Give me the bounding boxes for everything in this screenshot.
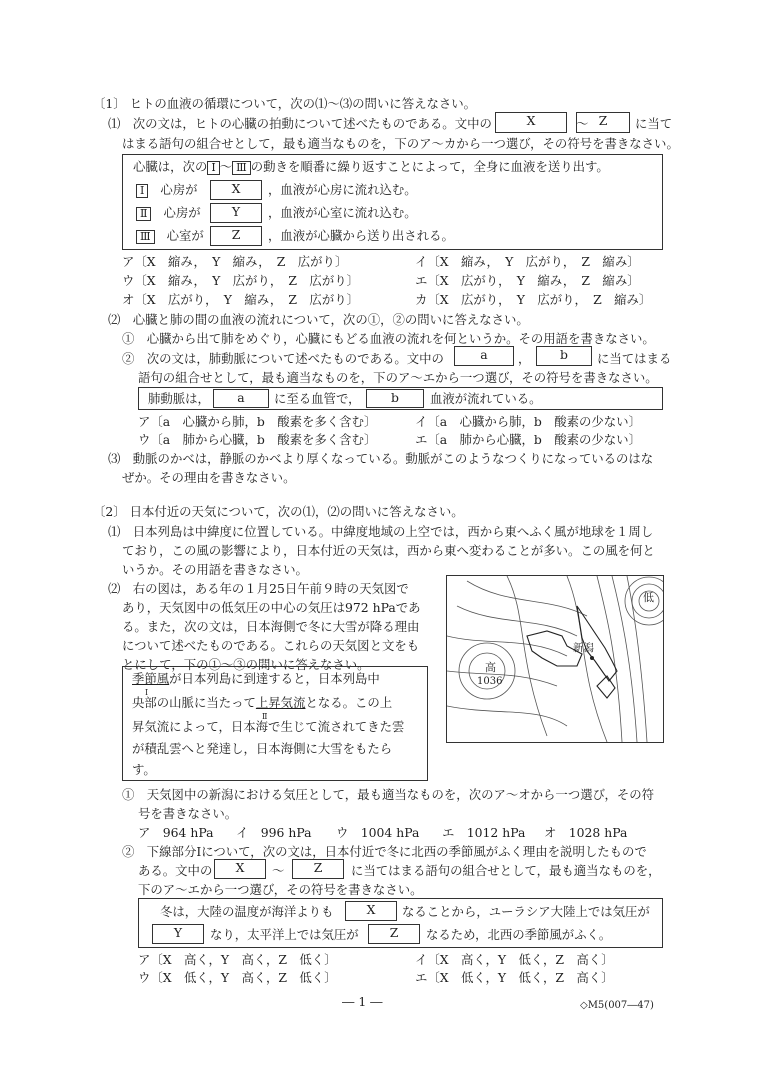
q1-p2-intro: ⑵ 心臓と肺の間の血液の流れについて，次の①，②の問いに答えなさい。 <box>108 312 529 327</box>
q2-p2-line: について述べたものである。これらの天気図と文をも <box>122 638 420 653</box>
option: エ〔a 肺から心臓，b 酸素の少ない〕 <box>415 432 641 447</box>
q2-p2-line: とにして，下の①〜③の問いに答えなさい。 <box>122 657 370 672</box>
box-intro-text-b: の動きを順番に繰り返すことによって，全身に血液を送り出す。 <box>250 159 609 174</box>
monsoon-l5: す。 <box>132 762 156 777</box>
q2-p1-line1: ⑴ 日本列島は中緯度に位置している。中緯度地域の上空では，西から東へふく風が地球を１周し <box>108 524 654 539</box>
row-num: Ⅰ <box>136 184 148 198</box>
mark-i: Ⅰ <box>145 688 149 697</box>
q2-sub2-line2-a: ある。文中の <box>138 863 213 878</box>
option: ウ〔X 低く，Y 高く，Z 低く〕 <box>138 970 337 985</box>
q2-sub1-line1: ① 天気図中の新潟における気圧として，最も適当なものを，次のア〜オから一つ選び，その符 <box>122 787 655 802</box>
row-num: Ⅲ <box>136 230 155 244</box>
heart-row-2 <box>136 206 201 221</box>
option: ア〔X 縮み， Y 縮み， Z 広がり〕 <box>122 254 348 269</box>
option: エ〔X 広がり， Y 縮み， Z 縮み〕 <box>415 273 640 288</box>
option: エ 1012 hPa <box>442 825 526 840</box>
option: カ〔X 広がり， Y 広がり， Z 縮み〕 <box>415 292 652 307</box>
box-intro-text: 心臓は，次の <box>133 159 208 174</box>
option: イ〔X 高く，Y 低く，Z 高く〕 <box>415 952 614 967</box>
q1-p1-line1 <box>108 117 492 131</box>
q1-p3-line1: ⑶ 動脈のかべは，静脈のかべより厚くなっている。動脈がこのようなつくりになっているのはな <box>108 451 654 466</box>
row-subject: 心房が <box>163 205 201 220</box>
roman-3: Ⅲ <box>232 161 251 175</box>
blank-z2: Z <box>292 859 344 879</box>
blank-b: b <box>536 346 592 366</box>
q2-sub2-line3: 下のア〜エから一つ選び，その符号を書きなさい。 <box>138 882 423 897</box>
underline-ii: 上昇気流 <box>255 695 306 710</box>
roman-1: Ⅰ <box>207 161 219 175</box>
underline-i: 季節風 <box>132 671 170 686</box>
weather-map-svg <box>447 576 663 742</box>
q2-p1-line2: ており，この風の影響により，日本付近の天気は，西から東へ変わることが多い。この風を何と <box>122 543 655 558</box>
q2-p2-line: ⑵ 右の図は，ある年の１月25日午前９時の天気図で <box>108 581 409 596</box>
pressure-blank-y: Y <box>152 924 204 944</box>
option: ア 964 hPa <box>138 825 214 840</box>
blank-x: X <box>495 112 567 133</box>
pressure-blank-z: Z <box>368 924 420 944</box>
q1-p3-line2: ぜか。その理由を書きなさい。 <box>122 470 296 485</box>
q1-p2-sub2-end: に当てはまる <box>597 351 672 366</box>
box-text-b: に至る血管で， <box>274 391 361 406</box>
monsoon-l3: 昇気流によって，日本海で生じて流されてきた雲 <box>132 719 405 734</box>
q2-p2-line: る。また，次の文は，日本海側で冬に大雪が降る理由 <box>122 619 420 634</box>
q2-sub2-line1: ② 下線部分Ⅰについて，次の文は，日本付近で冬に北西の季節風がふく理由を説明したもので <box>122 844 647 859</box>
option: ウ〔X 縮み， Y 広がり， Z 広がり〕 <box>122 273 359 288</box>
row-subject: 心房が <box>160 182 198 197</box>
map-high-label: 高 <box>485 661 496 674</box>
option: オ 1028 hPa <box>544 825 628 840</box>
option: イ 996 hPa <box>236 825 312 840</box>
page-number: ― 1 ― <box>342 994 383 1009</box>
exam-code: ◇M5(007―47) <box>580 1000 654 1011</box>
q1-p2-sub2-line2: 語句の組合せとして，最も適当なものを，下のア〜エから一つ選び，その符号を書きなさい。 <box>138 370 658 385</box>
tilde: 〜 <box>576 116 589 131</box>
map-high-value: 1036 <box>477 676 503 687</box>
pressure-blank-x: X <box>345 901 397 921</box>
monsoon-l4: が積乱雲へと発達し，日本海側に大雪をもたら <box>132 741 393 756</box>
option: ア〔a 心臓から肺，b 酸素を多く含む〕 <box>138 414 377 429</box>
q2-heading: 〔2〕 日本付近の天気について，次の⑴，⑵の問いに答えなさい。 <box>93 504 464 519</box>
blank-a: a <box>454 346 514 366</box>
box-text-c: 血液が流れている。 <box>430 391 542 406</box>
row1-rest: ，血液が心房に流れ込む。 <box>268 182 417 197</box>
map-low-label: 低 <box>643 591 654 604</box>
row2-blank: Y <box>210 203 262 223</box>
option: イ〔X 縮み， Y 広がり， Z 縮み〕 <box>415 254 640 269</box>
q2-p1-line3: いうか。その用語を書きなさい。 <box>122 562 308 577</box>
monsoon-l1 <box>132 672 380 686</box>
monsoon-l2 <box>132 696 392 710</box>
pressure-box-b: なることから，ユーラシア大陸上では気圧が <box>402 904 650 919</box>
row-num: Ⅱ <box>136 207 151 221</box>
q2-sub1-line2: 号を書きなさい。 <box>138 806 238 821</box>
weather-map <box>446 575 664 743</box>
tilde2: 〜 <box>272 863 285 878</box>
option: ウ 1004 hPa <box>336 825 420 840</box>
row-subject: 心室が <box>166 228 204 243</box>
comma: ， <box>518 351 531 366</box>
row1-blank: X <box>210 180 262 200</box>
monsoon-l2-a: 央部の山脈に当たって <box>132 695 256 710</box>
option: イ〔a 心臓から肺，b 酸素の少ない〕 <box>415 414 641 429</box>
box-blank-a: a <box>213 389 269 408</box>
row3-blank: Z <box>210 226 262 246</box>
option: ウ〔a 肺から心臓，b 酸素を多く含む〕 <box>138 432 377 447</box>
map-city-niigata: 新潟 <box>573 642 594 654</box>
q1-p1-line1-text: ⑴ 次の文は，ヒトの心臓の拍動について述べたものである。文中の <box>108 116 492 131</box>
niigata-dot <box>590 656 594 660</box>
option: ア〔X 高く，Y 高く，Z 低く〕 <box>138 952 337 967</box>
pressure-box-a: 冬は，大陸の温度が海洋よりも <box>160 904 334 919</box>
blank-x2: X <box>214 859 266 879</box>
pressure-box-c: なり，太平洋上では気圧が <box>210 927 359 942</box>
row3-rest: ，血液が心臓から送り出される。 <box>268 228 454 243</box>
q1-heading: 〔1〕 ヒトの血液の循環について，次の⑴〜⑶の問いに答えなさい。 <box>93 96 477 111</box>
box-blank-b: b <box>366 389 424 408</box>
q1-p1-line1-end: に当て <box>635 116 673 131</box>
q2-p2-line: あり，天気図中の低気圧の中心の気圧は972 hPaであ <box>122 600 421 615</box>
q2-sub2-line2-b: に当てはまる語句の組合せとして，最も適当なものを， <box>351 863 661 878</box>
heart-row-3 <box>136 229 204 244</box>
monsoon-l1-rest: が日本列島に到達すると，日本列島中 <box>169 671 380 686</box>
mark-ii: Ⅱ <box>262 712 268 721</box>
pressure-box-d: なるため，北西の季節風がふく。 <box>426 927 612 942</box>
option: エ〔X 低く，Y 低く，Z 高く〕 <box>415 970 614 985</box>
q1-p1-line2: はまる語句の組合せとして，最も適当なものを，下のア〜カから一つ選び，その符号を書きなさい。 <box>122 136 679 151</box>
blank-z: Z <box>576 112 630 133</box>
row2-rest: ，血液が心室に流れ込む。 <box>268 205 417 220</box>
option: オ〔X 広がり， Y 縮み， Z 広がり〕 <box>122 292 359 307</box>
heart-row-1 <box>136 183 197 198</box>
monsoon-l2-b: となる。この上 <box>305 695 393 710</box>
box-intro: 心臓は，次の Ⅰ 〜 Ⅲ の動きを順番に繰り返すことによって，全身に血液を送り出す。 <box>133 159 609 174</box>
box-text-a: 肺動脈は， <box>148 391 210 406</box>
q1-p2-sub1: ① 心臓から出て肺をめぐり，心臓にもどる血液の流れを何というか。その用語を書きなさい。 <box>122 331 655 346</box>
q1-p2-sub2: ② 次の文は，肺動脈について述べたものである。文中の <box>122 351 444 366</box>
